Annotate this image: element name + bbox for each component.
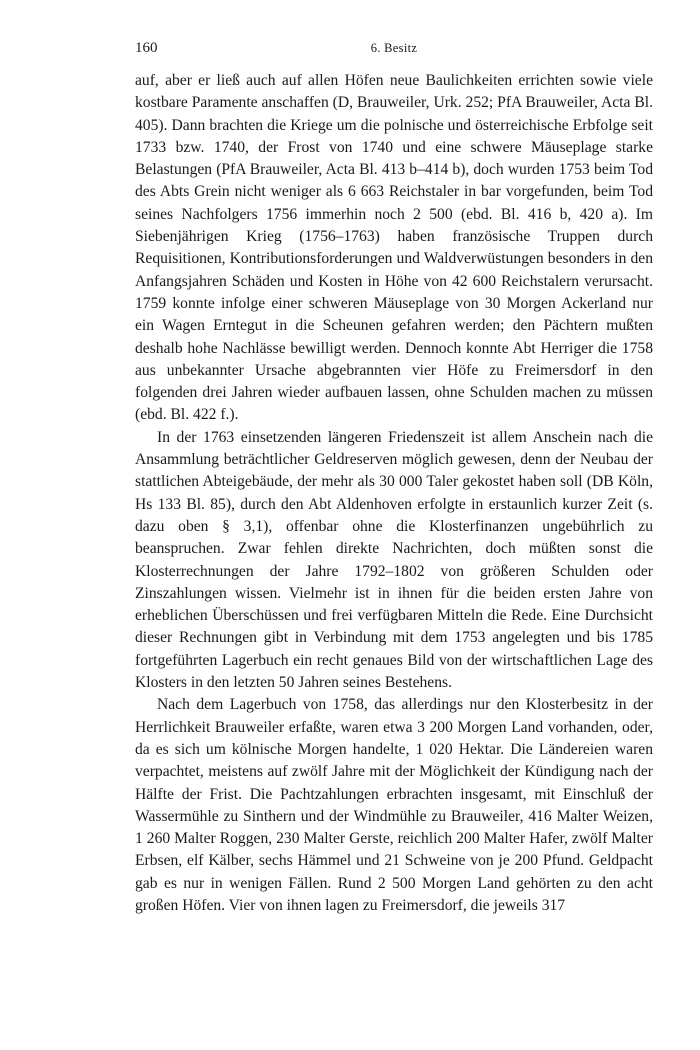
page-header — [135, 40, 653, 62]
page-number: 160 — [135, 40, 158, 56]
document-page — [135, 40, 653, 917]
paragraph-2: In der 1763 einsetzenden längeren Friedenszeit ist allem Anschein nach die Ansammlung beträchtlicher Geldreserven möglich gewesen, denn der Neubau der stattlichen Abteigebäude, der mehr als 30 000 Taler gekostet haben soll (DB Köln, Hs 133 Bl. 85), durch den Abt Aldenhoven erfolgte in erstaunlich kurzer Zeit (s. dazu oben § 3,1), offenbar ohne die Klosterfinanzen ungebührlich zu beanspruchen. Zwar fehlen direkte Nachrichten, doch müßten sonst die Klosterrechnungen der Jahre 1792–1802 von größeren Schulden oder Zinszahlungen wissen. Vielmehr ist in ihnen für die beiden ersten Jahre von erheblichen Überschüssen und frei verfügbaren Mitteln die Rede. Eine Durchsicht dieser Rechnungen gibt in Verbindung mit dem 1753 angelegten und bis 1785 fortgeführten Lagerbuch ein recht genaues Bild von der wirtschaftlichen Lage des Klosters in den letzten 50 Jahren seines Bestehens. — [135, 428, 653, 692]
running-head: 6. Besitz — [370, 41, 418, 55]
paragraph-1: auf, aber er ließ auch auf allen Höfen neue Baulichkeiten errichten sowie viele kostbare Paramente anschaffen (D, Brauweiler, Urk. 252; PfA Brauweiler, Acta Bl. 405). Dann brachten die Kriege um die polnische und österreichische Erbfolge seit 1733 bzw. 1740, der Frost von 1740 und eine schwere Mäuseplage starke Belastungen (PfA Brauweiler, Acta Bl. 413 b–414 b), doch wurden 1753 beim Tod des Abts Grein nicht weniger als 6 663 Reichstaler in bar vorgefunden, beim Tod seines Nachfolgers 1756 immerhin noch 2 500 (ebd. Bl. 416 b, 420 a). Im Siebenjährigen Krieg (1756–1763) haben französische Truppen durch Requisitionen, Kontributionsforderungen und Waldverwüstungen besonders in den Anfangsjahren Schäden und Kosten in Höhe von 42 600 Reichstalern verursacht. 1759 konnte infolge einer schweren Mäuseplage von 30 Morgen Ackerland nur ein Wagen Erntegut in die Scheunen gefahren werden; den Pächtern mußten deshalb hohe Nachlässe bewilligt werden. Dennoch konnte Abt Herriger die 1758 aus unbekannter Ursache abgebrannten vier Höfe zu Freimersdorf in den folgenden drei Jahren wieder aufbauen lassen, ohne Schulden machen zu müssen (ebd. Bl. 422 f.). — [135, 72, 653, 424]
paragraph-3: Nach dem Lagerbuch von 1758, das allerdings nur den Klosterbesitz in der Herrlichkeit Brauweiler erfaßte, waren etwa 3 200 Morgen Land vorhanden, oder, da es sich um kölnische Morgen handelte, 1 020 Hektar. Die Ländereien waren verpachtet, meistens auf zwölf Jahre mit der Möglichkeit der Kündigung nach der Hälfte der Frist. Die Pachtzahlungen erbrachten insgesamt, mit Einschluß der Wassermühle zu Sinthern und der Windmühle zu Brauweiler, 416 Malter Weizen, 1 260 Malter Roggen, 230 Malter Gerste, reichlich 200 Malter Hafer, zwölf Malter Erbsen, elf Kälber, sechs Hämmel und 21 Schweine von je 200 Pfund. Geldpacht gab es nur in wenigen Fällen. Rund 2 500 Morgen Land gehörten zu den acht großen Höfen. Vier von ihnen lagen zu Freimersdorf, die jeweils 317 — [135, 696, 653, 914]
body-text — [135, 70, 653, 917]
